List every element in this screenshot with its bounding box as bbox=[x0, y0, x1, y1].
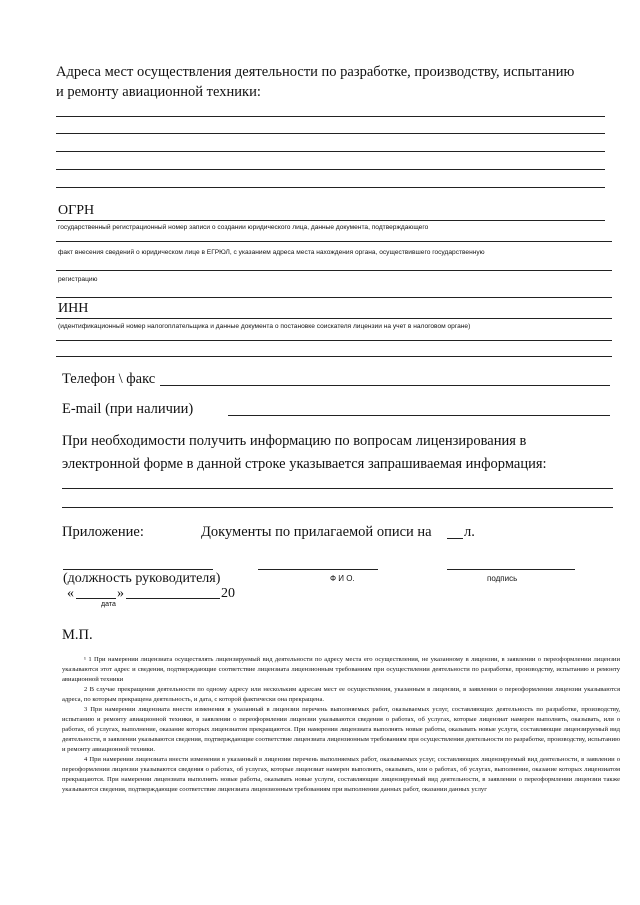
ogrn-caption-2: факт внесения сведений о юридическом лице в ЕГРЮЛ, с указанием адреса места нахождения органа, осуществившего государственную bbox=[58, 249, 485, 256]
fio-caption: Ф И О. bbox=[330, 574, 355, 583]
address-line-4 bbox=[56, 169, 605, 170]
ogrn-line-3 bbox=[56, 270, 612, 271]
ogrn-caption-3: регистрацию bbox=[58, 276, 98, 283]
email-label: E-mail (при наличии) bbox=[62, 401, 194, 417]
address-line-1 bbox=[56, 116, 605, 117]
address-heading-line1: Адреса мест осуществления деятельности по разработке, производству, испытанию bbox=[56, 64, 575, 80]
inn-line-2 bbox=[56, 340, 612, 341]
stamp-place-label: М.П. bbox=[62, 627, 93, 643]
footnotes bbox=[62, 655, 620, 795]
inn-line-3 bbox=[56, 356, 612, 357]
ogrn-line-2 bbox=[56, 241, 612, 242]
address-heading-line2: и ремонту авиационной техники: bbox=[56, 84, 261, 100]
fio-line bbox=[258, 569, 378, 570]
attachment-pages-unit: л. bbox=[464, 524, 475, 540]
electronic-line-1 bbox=[62, 488, 613, 489]
electronic-line-2 bbox=[62, 507, 613, 508]
footnote-2: 2 В случае прекращения деятельности по одному адресу или нескольким адресам мест ее осуществления, указанным в лицензии, в заявлении о переоформлении лицензии указываются адреса, по которым прекращена деятельность, и дата, с которой фактически она прекращена. bbox=[62, 686, 620, 703]
ogrn-line-4 bbox=[56, 297, 612, 298]
inn-caption: (идентификационный номер налогоплательщика и данные документа о постановке соискателя лицензии на учет в налоговом органе) bbox=[58, 323, 471, 330]
ogrn-line bbox=[56, 220, 605, 221]
inn-line bbox=[56, 318, 612, 319]
date-month-blank bbox=[126, 598, 220, 599]
electronic-info-line2: электронной форме в данной строке указывается запрашиваемая информация: bbox=[62, 456, 547, 472]
date-year-prefix: 20 bbox=[221, 586, 235, 601]
footnote-3: 3 При намерении лицензиата внести изменения в указанный в лицензии перечень выполняемых работ, оказываемых услуг, составляющих деятельность по разработке, производству, испытанию и ремонту авиационной техники, в заявлении о переоформлении лицензии указываются сведения о работах, об услугах, которые лицензиат намерен выполнять, оказывать, или о работах, об услугах, выполнение, оказание которых лицензиатом прекращаются. При намерении лицензиата выполнять новые работы, оказывать новые услуги, составляющие лицензируемый вид деятельности, в заявлении указываются сведения, подтверждающие соответствие лицензиата лицензионным требованиям при осуществлении деятельности по разработке, производству, испытанию и ремонту авиационной техники. bbox=[62, 706, 620, 753]
footnote-4: 4 При намерении лицензиата внести изменения в указанный в лицензии перечень выполняемых работ, оказываемых услуг, составляющих лицензируемый вид деятельности, в заявлении о переоформлении лицензии указываются сведения о работах, об услугах, которые лицензиат намерен выполнять, оказывать, или о работах, об услугах, выполнение, оказание которых лицензиатом прекращаются. При намерении лицензиата выполнять новые работы, оказывать новые услуги, составляющие лицензируемый вид деятельности, в заявлении о переоформлении лицензии также указываются сведения, подтверждающие соответствие лицензиата лицензионным требованиям при выполнении данных работ, оказании данных услуг bbox=[62, 756, 620, 793]
address-line-5 bbox=[56, 187, 605, 188]
address-line-2 bbox=[56, 133, 605, 134]
position-caption: (должность руководителя) bbox=[63, 571, 221, 586]
footnote-1: ¹ 1 При намерении лицензиата осуществлять лицензируемый вид деятельности по адресу места его осуществления, не указанному в лицензии, в заявлении о переоформлении лицензии указываются этот адрес и сведения, подтверждающие соответствие лицензиата лицензионным требованиям при осуществлении деятельности по разработке, производству, испытанию и ремонту авиационной техники bbox=[62, 656, 620, 683]
date-day-blank bbox=[76, 598, 116, 599]
phone-fax-label: Телефон \ факс bbox=[62, 371, 156, 387]
attachment-text: Документы по прилагаемой описи на bbox=[201, 524, 432, 540]
address-line-3 bbox=[56, 151, 605, 152]
electronic-info-line1: При необходимости получить информацию по вопросам лицензирования в bbox=[62, 433, 527, 449]
inn-label: ИНН bbox=[58, 301, 89, 316]
email-line bbox=[228, 415, 610, 416]
date-caption: дата bbox=[101, 601, 116, 608]
attachment-pages-blank bbox=[447, 538, 463, 539]
position-line bbox=[63, 569, 213, 570]
phone-fax-line bbox=[160, 385, 610, 386]
ogrn-caption-1: государственный регистрационный номер записи о создании юридического лица, данные документа, подтверждающего bbox=[58, 224, 429, 231]
ogrn-label: ОГРН bbox=[58, 203, 95, 218]
date-close-quote: » bbox=[117, 586, 124, 601]
signature-caption: подпись bbox=[487, 574, 518, 583]
date-open-quote: « bbox=[67, 586, 74, 601]
signature-line bbox=[447, 569, 575, 570]
attachment-label: Приложение: bbox=[62, 524, 144, 540]
